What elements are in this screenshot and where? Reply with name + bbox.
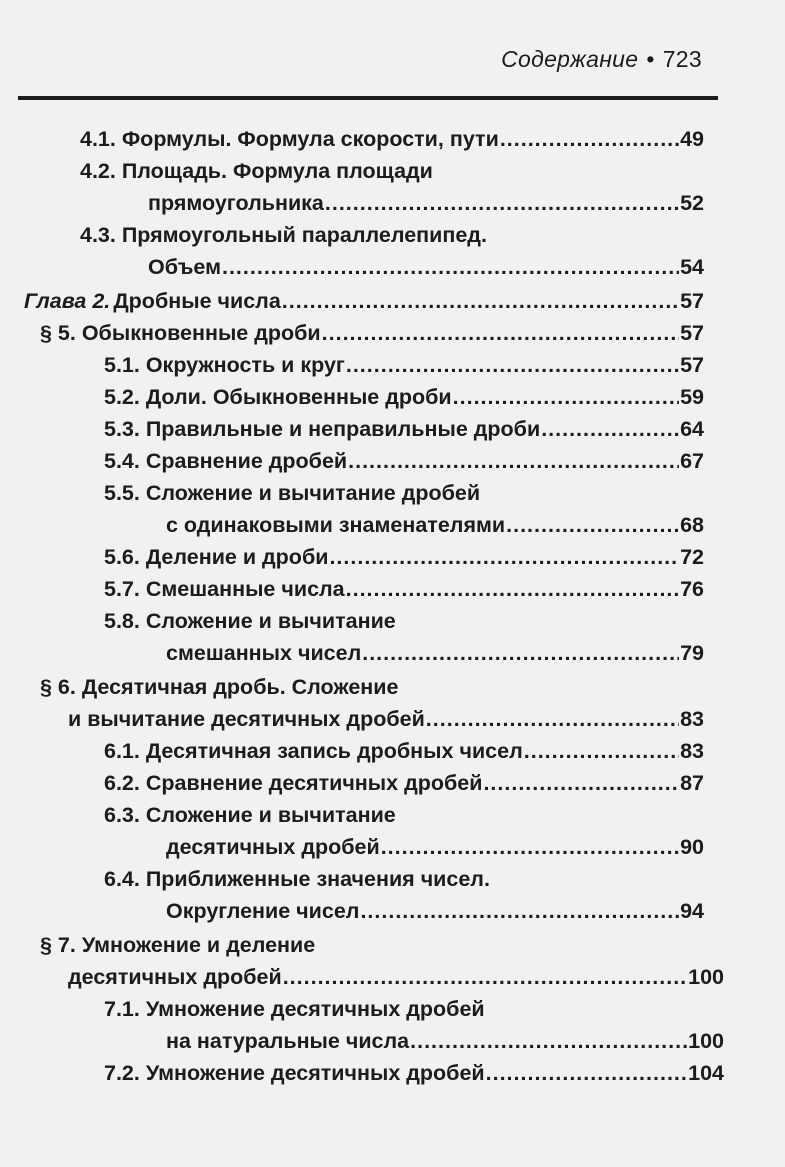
toc-entry-page: 57: [680, 353, 704, 377]
toc-entry-title: десятичных дробей: [68, 965, 282, 989]
toc-entry: [104, 800, 396, 830]
toc-entry-title: § 5. Обыкновенные дроби: [40, 321, 321, 345]
toc-entry-continuation: [148, 252, 704, 282]
toc-entry: [80, 220, 487, 250]
toc-entry-continuation: [166, 510, 704, 540]
toc-entry-title: 6.3. Сложение и вычитание: [104, 803, 396, 827]
running-head-separator: •: [646, 46, 655, 72]
toc-entry-page: 100: [688, 965, 724, 989]
toc-entry: [104, 478, 480, 508]
toc-entry-title: 4.1. Формулы. Формула скорости, пути: [80, 127, 499, 151]
toc-entry-page: 83: [680, 707, 704, 731]
toc-entry-page: 52: [680, 191, 704, 215]
dot-leader: [381, 832, 679, 862]
running-head: [350, 46, 702, 73]
toc-entry-page: 90: [680, 835, 704, 859]
toc-section: [40, 930, 315, 960]
dot-leader: [453, 382, 679, 412]
dot-leader: [524, 736, 679, 766]
toc-entry: [104, 1058, 724, 1088]
dot-leader: [348, 446, 679, 476]
toc-entry-title: на натуральные числа: [166, 1029, 410, 1053]
toc-entry-title: 5.6. Деление и дроби: [104, 545, 329, 569]
toc-entry-title: и вычитание десятичных дробей: [68, 707, 425, 731]
toc-entry: [104, 382, 704, 412]
toc-entry: [104, 446, 704, 476]
toc-entry-continuation: [166, 1026, 724, 1056]
toc-section: [40, 318, 704, 348]
toc-entry-title: 5.8. Сложение и вычитание: [104, 609, 396, 633]
toc-entry-page: 57: [680, 321, 704, 345]
toc-entry-title: 4.3. Прямоугольный параллелепипед.: [80, 223, 487, 247]
toc-entry-page: 68: [680, 513, 704, 537]
toc-entry-page: 54: [680, 255, 704, 279]
toc-entry-title: прямоугольника: [148, 191, 324, 215]
dot-leader: [325, 188, 679, 218]
toc-entry-continuation: [148, 188, 704, 218]
toc-entry-title: 5.2. Доли. Обыкновенные дроби: [104, 385, 452, 409]
toc-entry-title: 5.1. Окружность и круг: [104, 353, 345, 377]
dot-leader: [506, 510, 679, 540]
toc-entry-title: 5.4. Сравнение дробей: [104, 449, 348, 473]
dot-leader: [346, 574, 679, 604]
toc-entry: [104, 574, 704, 604]
dot-leader: [483, 768, 679, 798]
dot-leader: [541, 414, 679, 444]
toc-entry: [104, 864, 490, 894]
toc-entry-page: 57: [680, 289, 704, 313]
toc-entry-title: Объем: [148, 255, 221, 279]
toc-entry-page: 76: [680, 577, 704, 601]
dot-leader: [283, 962, 687, 992]
toc-entry-title: Округление чисел: [166, 899, 360, 923]
dot-leader: [410, 1026, 687, 1056]
toc-entry-continuation: [166, 832, 704, 862]
toc-entry-page: 83: [680, 739, 704, 763]
toc-entry-title: 6.1. Десятичная запись дробных чисел: [104, 739, 523, 763]
toc-section-continuation: [68, 704, 704, 734]
toc-entry-title: 7.1. Умножение десятичных дробей: [104, 997, 485, 1021]
dot-leader: [329, 542, 679, 572]
toc-entry: [104, 994, 485, 1024]
toc-entry-page: 64: [680, 417, 704, 441]
toc-entry-title: 6.2. Сравнение десятичных дробей: [104, 771, 483, 795]
toc-entry: [104, 606, 396, 636]
toc-entry-title: 6.4. Приближенные значения чисел.: [104, 867, 490, 891]
toc-entry-page: 87: [680, 771, 704, 795]
dot-leader: [362, 638, 679, 668]
toc-entry-title: § 6. Десятичная дробь. Сложение: [40, 675, 399, 699]
toc-section-continuation: [68, 962, 724, 992]
toc-entry-page: 104: [688, 1061, 724, 1085]
toc-entry: [80, 156, 433, 186]
running-head-page-number: 723: [662, 46, 702, 72]
toc-entry-title: смешанных чисел: [166, 641, 362, 665]
toc-entry-title: с одинаковыми знаменателями: [166, 513, 506, 537]
toc-entry-page: 59: [680, 385, 704, 409]
toc-section: [40, 672, 398, 702]
toc-entry-title: 5.7. Смешанные числа: [104, 577, 345, 601]
running-head-title: Содержание: [501, 46, 639, 72]
toc-entry-page: 100: [688, 1029, 724, 1053]
toc-entry: [104, 542, 704, 572]
toc-entry-continuation: [166, 638, 704, 668]
toc-entry-title: 4.2. Площадь. Формула площади: [80, 159, 433, 183]
toc-entry-continuation: [166, 896, 704, 926]
toc-entry: [104, 414, 704, 444]
dot-leader: [486, 1058, 687, 1088]
toc-entry-page: 72: [680, 545, 704, 569]
dot-leader: [322, 318, 679, 348]
toc-entry-title: 5.3. Правильные и неправильные дроби: [104, 417, 541, 441]
dot-leader: [282, 286, 679, 316]
dot-leader: [500, 124, 679, 154]
chapter-prefix: Глава 2.: [24, 289, 111, 313]
toc-entry: [104, 350, 704, 380]
toc-entry: [104, 768, 704, 798]
toc-entry-title: 7.2. Умножение десятичных дробей: [104, 1061, 485, 1085]
toc-entry: [80, 124, 704, 154]
toc-entry-page: 49: [680, 127, 704, 151]
toc-entry: [104, 736, 704, 766]
toc-entry-title: § 7. Умножение и деление: [40, 933, 316, 957]
toc-entry-page: 67: [680, 449, 704, 473]
header-rule: [18, 96, 718, 100]
toc-entry-title: 5.5. Сложение и вычитание дробей: [104, 481, 481, 505]
toc-entry-page: 79: [680, 641, 704, 665]
toc-entry-page: 94: [680, 899, 704, 923]
toc-chapter: [24, 286, 704, 316]
dot-leader: [222, 252, 679, 282]
dot-leader: [426, 704, 679, 734]
toc-entry-title: десятичных дробей: [166, 835, 380, 859]
dot-leader: [346, 350, 679, 380]
chapter-title: Дробные числа: [113, 289, 281, 313]
dot-leader: [360, 896, 679, 926]
